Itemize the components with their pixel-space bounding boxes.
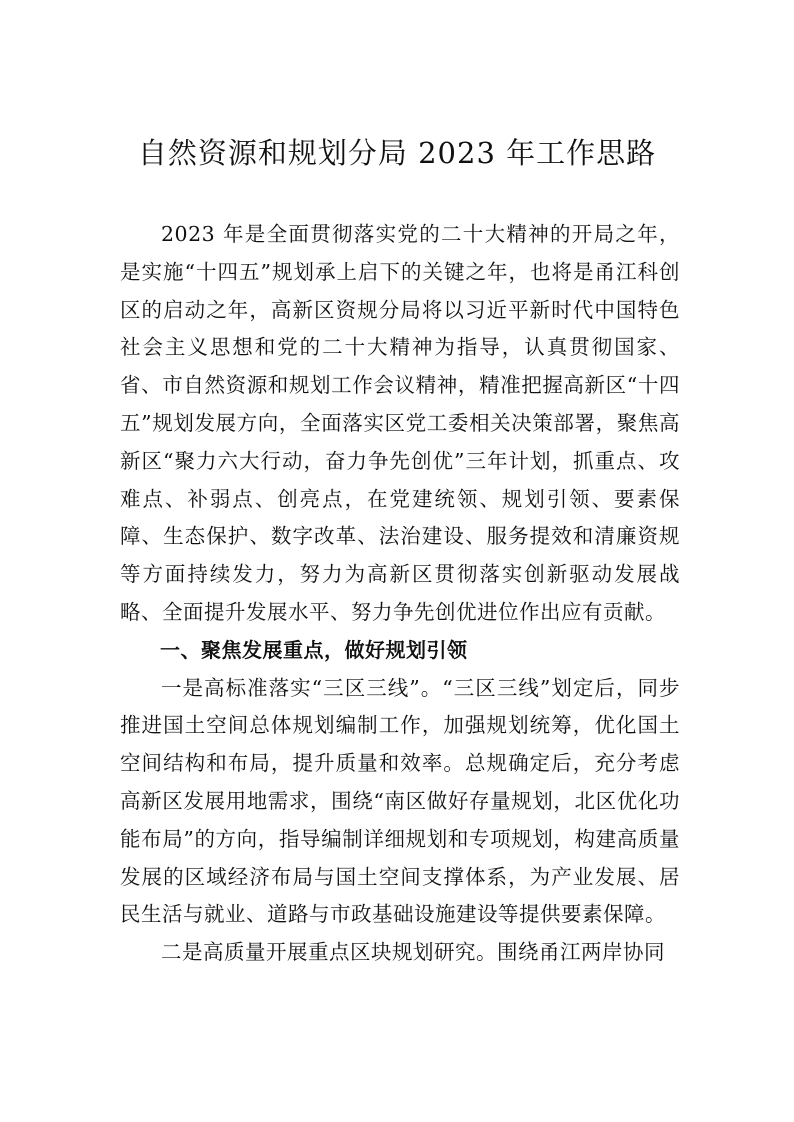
document-body [120,216,680,972]
item-paragraph-2: 二是高质量开展重点区块规划研究。围绕甬江两岸协同 [161,940,665,965]
item-paragraph-1: 一是高标准落实“三区三线”。“三区三线”划定后，同步推进国土空间总体规划编制工作，加强规划统筹，优化国土空间结构和布局，提升质量和效率。总规确定后，充分考虑高新区发展用地需求，围绕“南区做好存量规划，北区优化功能布局”的方向，指导编制详细规划和专项规划，构建高质量发展的区域经济布局与国土空间支撑体系，为产业发展、居民生活与就业、道路与市政基础设施建设等提供要素保障。 [120,675,680,927]
intro-paragraph: 2023 年是全面贯彻落实党的二十大精神的开局之年，是实施“十四五”规划承上启下的关键之年，也将是甬江科创区的启动之年，高新区资规分局将以习近平新时代中国特色社会主义思想和党的二十大精神为指导，认真贯彻国家、省、市自然资源和规划工作会议精神，精准把握高新区“十四五”规划发展方向，全面落实区党工委相关决策部署，聚焦高新区“聚力六大行动，奋力争先创优”三年计划，抓重点、攻难点、补弱点、创亮点，在党建统领、规划引领、要素保障、生态保护、数字改革、法治建设、服务提效和清廉资规等方面持续发力，努力为高新区贯彻落实创新驱动发展战略、全面提升发展水平、努力争先创优进位作出应有贡献。 [120,222,680,624]
section-heading-1: 一、聚焦发展重点，做好规划引领 [160,637,468,662]
document-title: 自然资源和规划分局 2023 年工作思路 [137,136,657,170]
